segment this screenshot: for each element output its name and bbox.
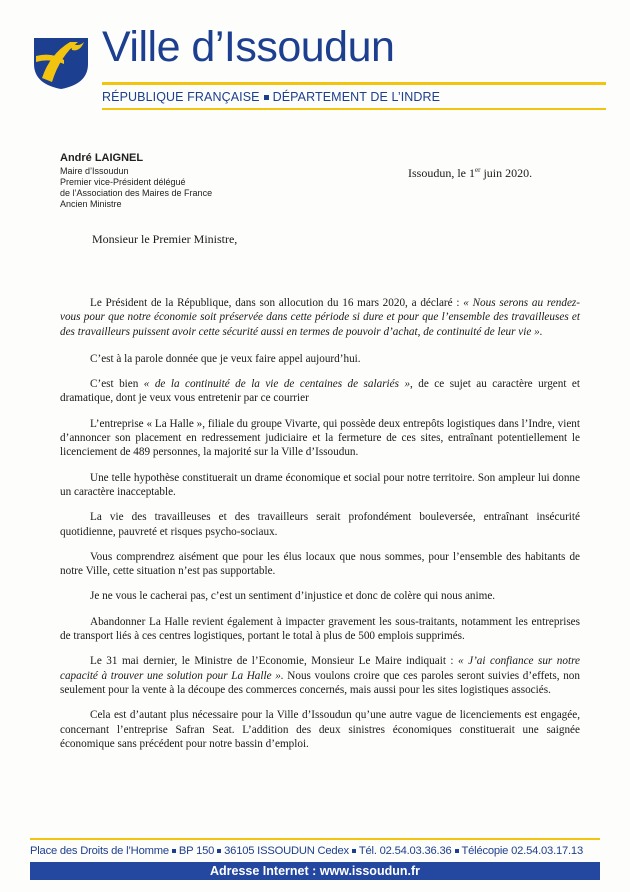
paragraph-text: Une telle hypothèse constituerait un drame économique et social pour notre territoire. Son ampleur lui donne un caractère inacceptable. — [60, 471, 580, 498]
body-paragraph — [60, 510, 580, 539]
sender-name: André LAIGNEL — [60, 152, 144, 164]
footer-website: Adresse Internet : www.issoudun.fr — [30, 862, 600, 880]
square-bullet-icon — [264, 95, 269, 100]
paragraph-text: Je ne vous le cacherai pas, c’est un sentiment d’injustice et donc de colère qui nous anime. — [90, 590, 496, 603]
body-paragraph — [60, 550, 580, 579]
body-paragraph — [60, 417, 580, 460]
sender-title-line: de l’Association des Maires de France — [60, 188, 213, 198]
paragraph-text: Le Président de la République, dans son allocution du 16 mars 2020, a déclaré : — [90, 297, 464, 309]
footer-fax: Télécopie 02.54.03.17.13 — [461, 845, 583, 857]
body-paragraph — [60, 352, 580, 366]
quoted-text: « J’ai confiance sur notre capacité à trouver une solution pour La Halle ». — [60, 655, 580, 682]
paragraph-text: Cela est d’autant plus nécessaire pour la Ville d’Issoudun qu’une autre vague de licenciements est engagée, concernant l’entreprise Safran Seat. L’addition des deux sinistres économiques constituerait une saignée économique sans précédent pour notre bassin d’emploi. — [60, 709, 580, 750]
sender-title-line: Premier vice-Président délégué — [60, 177, 186, 187]
body-paragraph — [60, 708, 580, 751]
square-bullet-icon — [455, 849, 459, 853]
body-paragraph — [60, 589, 580, 603]
quoted-text: « de la continuité de la vie de centaines de salariés » — [143, 378, 411, 391]
body-paragraph — [60, 296, 580, 339]
town-name: Ville d’Issoudun — [102, 23, 395, 71]
sender-title-line: Ancien Ministre — [60, 199, 122, 209]
paragraph-text: , de ce sujet au caractère urgent et dramatique, dont je veux vous entretenir par ce courrier — [60, 378, 580, 405]
footer-contact — [30, 845, 600, 857]
quoted-text: « Nous serons au rendez-vous pour que notre économie soit préservée dans cette période si dure et pour que l’ensemble des travailleuses et des travailleurs puissent avoir cette sécurité aussi en termes de pouvoir d’achat, de continuité de leur vie ». — [60, 297, 580, 338]
date-suffix: juin 2020. — [480, 166, 533, 180]
footer-address: Place des Droits de l’Homme — [30, 845, 169, 857]
paragraph-text: C’est bien — [90, 378, 144, 391]
sender-block — [60, 152, 212, 210]
square-bullet-icon — [217, 849, 221, 853]
footer-phone: Tél. 02.54.03.36.36 — [358, 845, 452, 857]
paragraph-text: Abandonner La Halle revient également à impacter gravement les sous-traitants, notamment les entreprises de transport liés à ces centres logistiques, portant le total à plus de 500 emplois supprimés. — [60, 615, 580, 643]
paragraph-text: Vous comprendrez aisément que pour les élus locaux que nous sommes, pour l’ensemble des habitants de notre Ville, cette situation n’est pas supportable. — [60, 550, 580, 578]
body-paragraph — [60, 377, 580, 406]
header-rule — [102, 82, 606, 85]
paragraph-text: Nous voulons croire que ces paroles seront suivies d’effets, non seulement pour la vente à la découpe des commerces concernés, mais aussi pour les sites logistiques associés. — [60, 669, 580, 696]
paragraph-text: Le 31 mai dernier, le Ministre de l’Economie, Monsieur Le Maire indiquait : — [90, 655, 459, 668]
salutation: Monsieur le Premier Ministre, — [92, 232, 238, 246]
square-bullet-icon — [352, 849, 356, 853]
letter-body — [60, 296, 580, 762]
paragraph-text: La vie des travailleuses et des travailleurs serait profondément bouleversée, entraînant insécurité quotidienne, pauvreté et risques psycho-sociaux. — [60, 511, 580, 538]
date-prefix: Issoudun, le 1 — [408, 166, 475, 180]
body-paragraph — [60, 615, 580, 644]
header-subtitle — [102, 90, 440, 104]
header-rule-lower — [102, 108, 606, 110]
date-ordinal: er — [475, 166, 481, 174]
letter-date — [408, 166, 532, 181]
footer-postal: 36105 ISSOUDUN Cedex — [224, 845, 349, 857]
body-paragraph — [60, 471, 580, 500]
square-bullet-icon — [172, 849, 176, 853]
subtitle-department: DÉPARTEMENT DE L’INDRE — [272, 90, 441, 104]
footer-bp: BP 150 — [178, 845, 215, 857]
subtitle-republic: RÉPUBLIQUE FRANÇAISE — [102, 90, 260, 104]
footer-rule — [30, 838, 600, 840]
sender-title-line: Maire d’Issoudun — [60, 166, 129, 176]
paragraph-text: C’est à la parole donnée que je veux faire appel aujourd’hui. — [90, 352, 361, 365]
paragraph-text: L’entreprise « La Halle », filiale du groupe Vivarte, qui possède deux entrepôts logistiques dans l’Indre, vient d’annoncer son placement en redressement judiciaire et la fermeture de ces sites, entraînant potentiellement le licenciement de 489 personnes, la majorité sur la Ville d’Issoudun. — [60, 417, 580, 459]
coat-of-arms-icon — [30, 34, 92, 90]
body-paragraph — [60, 654, 580, 697]
